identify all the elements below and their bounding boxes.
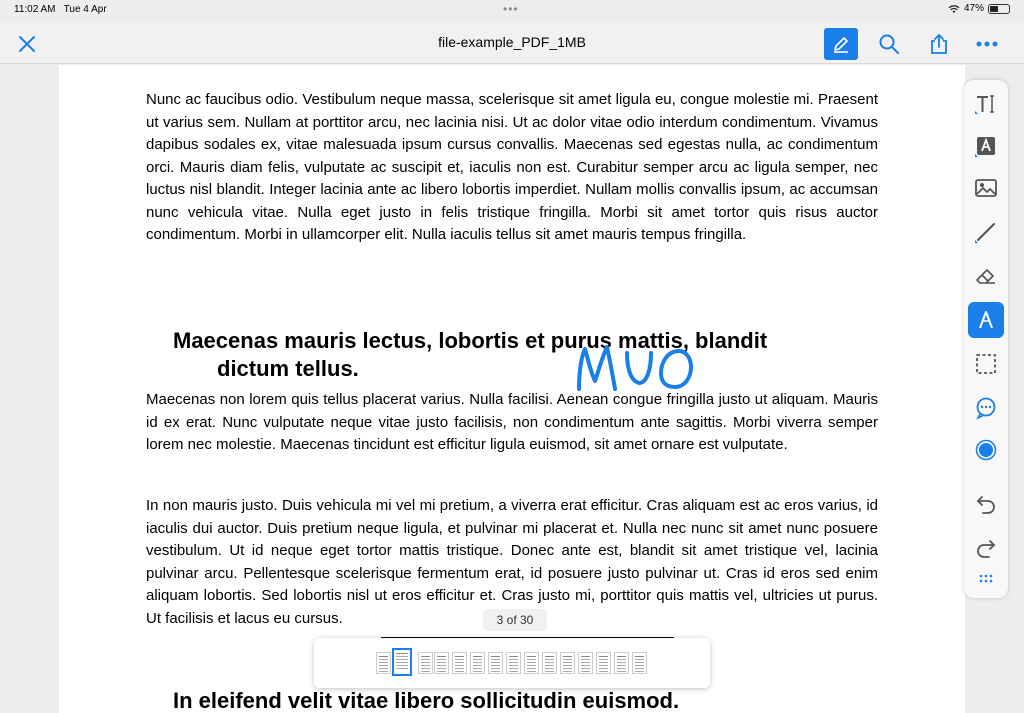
page-thumbnail-selected[interactable]: [392, 648, 412, 676]
markup-button[interactable]: [824, 28, 858, 60]
image-icon: [974, 177, 998, 199]
heading-1: Maecenas mauris lectus, lobortis et purus mattis, blandit dictum tellus.: [173, 328, 768, 381]
page-thumbnail[interactable]: [560, 652, 575, 674]
selection-tool[interactable]: [968, 346, 1004, 382]
paragraph-3: In non mauris justo. Duis vehicula mi vel mi pretium, a viverra erat efficitur. Cras aliquam est ac eros varius, id iaculis dui auctor. Duis pretium neque ligula, et pulvinar mi placerat et. Nulla nec nunc sit amet nunc posuere vestibulum. Ut id neque eget tortor mattis tristique. Donec ante est, blandit sit amet tristique vel, lacinia pulvinar arcu. Pellentesque scelerisque fermentum erat, id posuere justo pulvinar ut. Cras id eros sed enim aliquam lobortis. Sed lobortis nisl ut eros efficitur et. Cras justo mi, porttitor quis mattis vel, ultricies ut purus. Ut facilisis et lacus eu cursus.: [146, 497, 878, 627]
page-thumbnail[interactable]: [470, 652, 485, 674]
page-thumbnail[interactable]: [542, 652, 557, 674]
page-thumbnail[interactable]: [452, 652, 467, 674]
page-thumbnail[interactable]: [578, 652, 593, 674]
paragraph-2: Maecenas non lorem quis tellus placerat varius. Nulla facilisi. Aenean congue fringilla justo ut aliquam. Mauris id ex erat. Nunc vulputate neque vitae justo facilisis, non condimentum ante sagittis. Morbi viverra semper lorem nec molestie. Maecenas tincidunt est efficitur ligula euismod, sit amet ornare est vulputate.: [146, 391, 878, 453]
paragraph-1: Nunc ac faucibus odio. Vestibulum neque massa, scelerisque sit amet ligula eu, congue molestie mi. Praesent ut varius sem. Nullam at porttitor arcu, nec lacinia nisi. Ut ac dolor vitae odio interdum condimentum. Vivamus dapibus sodales ex, vitae malesuada ipsum cursus convallis. Maecenas sed egestas nulla, ac condimentum orci. Mauris diam felis, vulputate ac suscipit et, iaculis non est. Curabitur semper arcu ac ligula semper, nec luctus nisl blandit. Integer lacinia ante ac libero lobortis imperdiet. Nullam mollis convallis ipsum, ac accumsan nunc vehicula vitae. Nulla eget justo in felis tristique fringilla. Morbi sit amet tortor quis risus auctor condimentum. Morbi in ullamcorper elit. Nulla iaculis tellus sit amet mauris tempus fringilla.: [146, 91, 878, 243]
status-bar: [0, 0, 1024, 22]
undo-icon: [975, 493, 997, 515]
page-thumbnail[interactable]: [632, 652, 647, 674]
status-time: 11:02 AM Tue 4 Apr: [14, 4, 107, 15]
comment-tool[interactable]: [968, 390, 1004, 426]
multitasking-dots[interactable]: •••: [503, 2, 519, 16]
color-icon: [974, 438, 998, 462]
page-thumbnail[interactable]: [596, 652, 611, 674]
text-tool-icon: [974, 92, 998, 116]
top-toolbar: [0, 22, 1024, 64]
search-button[interactable]: [872, 28, 906, 60]
more-button[interactable]: [970, 28, 1004, 60]
page-thumbnail[interactable]: [488, 652, 503, 674]
image-tool[interactable]: [968, 170, 1004, 206]
text-box-icon: [974, 134, 998, 158]
wifi-icon: [948, 4, 960, 14]
comment-icon: [974, 396, 998, 420]
battery-percent: 47%: [963, 3, 984, 14]
eraser-tool[interactable]: [968, 258, 1004, 294]
more-icon: [978, 574, 994, 584]
pen-icon: [974, 308, 998, 332]
heading-2: In eleifend velit vitae libero sollicitudin euismod.: [173, 688, 680, 713]
palette-more-button[interactable]: [968, 564, 1004, 594]
battery-icon: [988, 4, 1010, 14]
pen-tool[interactable]: [968, 302, 1004, 338]
text-box-tool[interactable]: [968, 128, 1004, 164]
page-thumbnail-strip[interactable]: [314, 638, 710, 688]
page-thumbnail[interactable]: [418, 652, 433, 674]
redo-button[interactable]: [968, 530, 1004, 566]
color-picker[interactable]: [968, 432, 1004, 468]
document-title: file-example_PDF_1MB: [438, 34, 586, 50]
page-thumbnail[interactable]: [376, 652, 391, 674]
page-thumbnail[interactable]: [434, 652, 449, 674]
text-tool[interactable]: [968, 86, 1004, 122]
selection-icon: [974, 352, 998, 376]
line-tool[interactable]: [968, 214, 1004, 250]
share-button[interactable]: [922, 28, 956, 60]
search-icon: [878, 33, 900, 55]
pencil-icon: [831, 34, 851, 54]
page-thumbnail[interactable]: [506, 652, 521, 674]
more-icon: [976, 41, 998, 47]
redo-icon: [975, 537, 997, 559]
undo-button[interactable]: [968, 486, 1004, 522]
page-thumbnail[interactable]: [614, 652, 629, 674]
tool-palette: [964, 80, 1008, 598]
eraser-icon: [974, 264, 998, 288]
handwritten-annotation[interactable]: [575, 343, 699, 395]
page-indicator: 3 of 30: [483, 609, 547, 631]
page-thumbnail[interactable]: [524, 652, 539, 674]
line-icon: [974, 220, 998, 244]
share-icon: [929, 33, 949, 55]
status-right: [948, 3, 1010, 14]
